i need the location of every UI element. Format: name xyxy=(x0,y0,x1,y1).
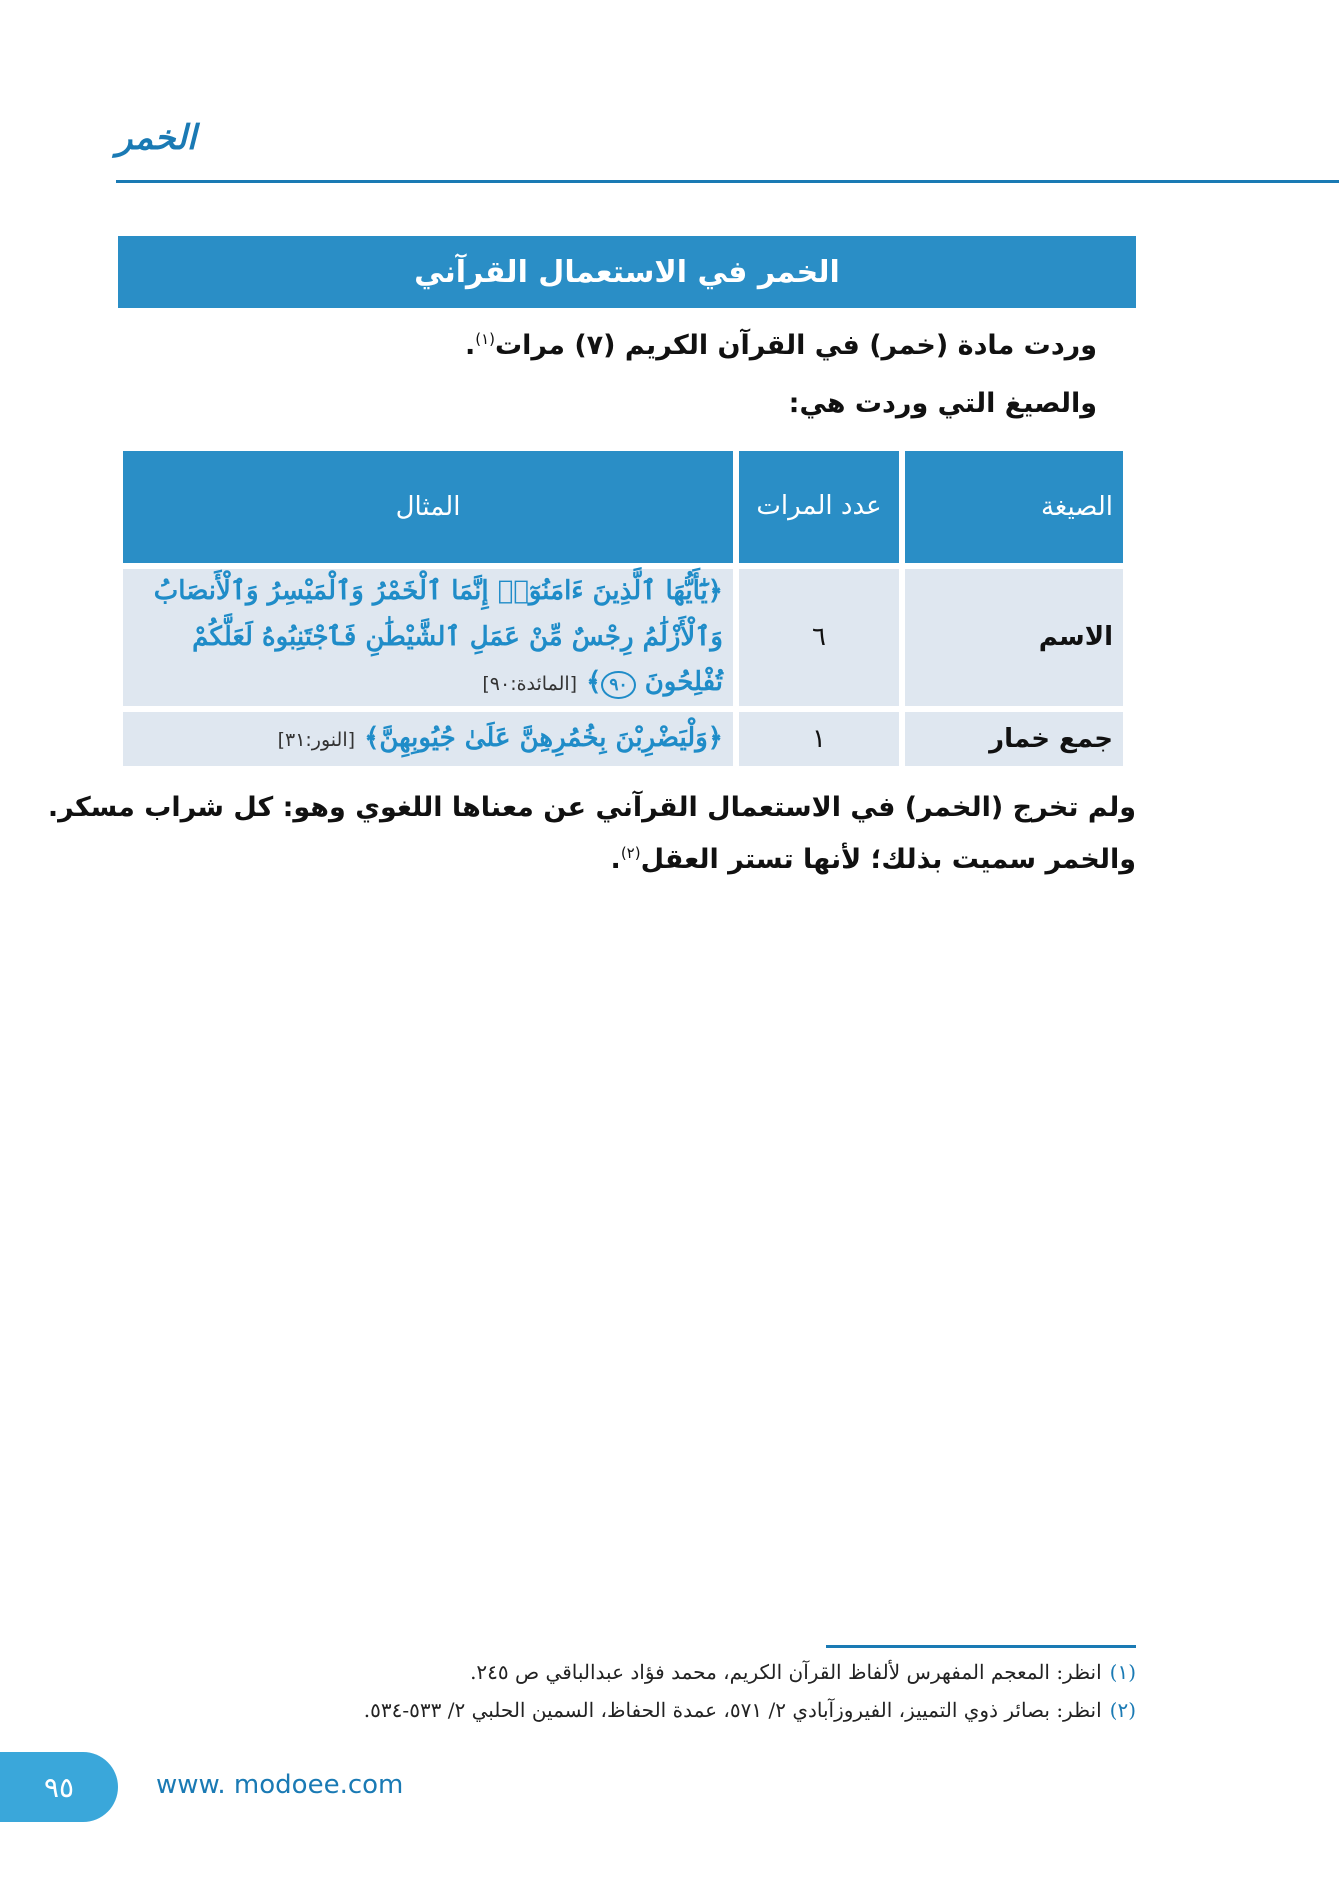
body-line-2-text: والخمر سميت بذلك؛ لأنها تستر العقل xyxy=(640,844,1136,875)
verse-text: ﴿يَٰٓأَيُّهَا ٱلَّذِينَ ءَامَنُوٓا۟ إِنَّمَا ٱلْخَمْرُ وَٱلْمَيْسِرُ وَٱلْأَنصَابُ وَٱلْأَزْلَٰمُ رِجْسٌ مِّنْ عَمَلِ ٱلشَّيْطَٰنِ فَٱجْتَنِبُوهُ لَعَلَّكُمْ تُفْلِحُونَ xyxy=(153,576,723,697)
verse-reference: [النور:٣١] xyxy=(277,728,356,751)
form-cell: جمع خمار xyxy=(905,712,1123,766)
running-header-title: الخمر xyxy=(116,118,197,158)
page-number-tab xyxy=(0,1752,118,1822)
verse-close: ﴾ xyxy=(586,667,602,697)
footnote-text: انظر: المعجم المفهرس لألفاظ القرآن الكريم، محمد فؤاد عبدالباقي ص ٢٤٥. xyxy=(470,1660,1102,1684)
count-cell: ١ xyxy=(739,712,899,766)
intro-line-1 xyxy=(465,330,1097,361)
body-line-2 xyxy=(611,844,1136,875)
header-count: عدد المرات xyxy=(739,451,899,563)
footnote-ref-2[interactable]: (٢) xyxy=(620,844,641,862)
example-cell xyxy=(123,712,733,766)
section-title: الخمر في الاستعمال القرآني xyxy=(414,254,840,290)
header-example: المثال xyxy=(123,451,733,563)
verse-text: ﴿وَلْيَضْرِبْنَ بِخُمُرِهِنَّ عَلَىٰ جُيُوبِهِنَّ﴾ xyxy=(364,722,723,753)
website-link[interactable]: www. modoee.com xyxy=(156,1770,404,1800)
body-line-2-end: . xyxy=(610,844,621,875)
footnote-1 xyxy=(470,1660,1136,1684)
table-row xyxy=(123,712,1123,766)
example-cell xyxy=(123,569,733,706)
forms-table xyxy=(117,445,1129,772)
verse-reference: [المائدة:٩٠] xyxy=(482,673,578,695)
table-header-row xyxy=(123,451,1123,563)
header-form: الصيغة xyxy=(905,451,1123,563)
body-line-1: ولم تخرج (الخمر) في الاستعمال القرآني عن معناها اللغوي وهو: كل شراب مسكر. xyxy=(47,792,1136,823)
footnote-divider xyxy=(826,1645,1136,1648)
table-row xyxy=(123,569,1123,706)
footnote-2 xyxy=(364,1698,1136,1722)
page-number: ٩٥ xyxy=(43,1770,75,1804)
footnote-number: (٢) xyxy=(1109,1698,1136,1722)
count-cell: ٦ xyxy=(739,569,899,706)
footnote-text: انظر: بصائر ذوي التمييز، الفيروزآبادي ٢/ ٥٧١، عمدة الحفاظ، السمين الحلبي ٢/ ٥٣٣-٥٣٤. xyxy=(363,1698,1102,1722)
section-title-bar xyxy=(118,236,1136,308)
footnote-number: (١) xyxy=(1109,1660,1136,1684)
header-divider xyxy=(116,180,1339,183)
intro-line-1-text: وردت مادة (خمر) في القرآن الكريم (٧) مرات xyxy=(495,330,1097,361)
intro-line-2: والصيغ التي وردت هي: xyxy=(788,388,1097,419)
form-cell: الاسم xyxy=(905,569,1123,706)
verse-number-badge: ٩٠ xyxy=(601,671,635,699)
intro-line-1-end: . xyxy=(464,330,476,361)
footnote-ref-1[interactable]: (١) xyxy=(475,330,496,348)
